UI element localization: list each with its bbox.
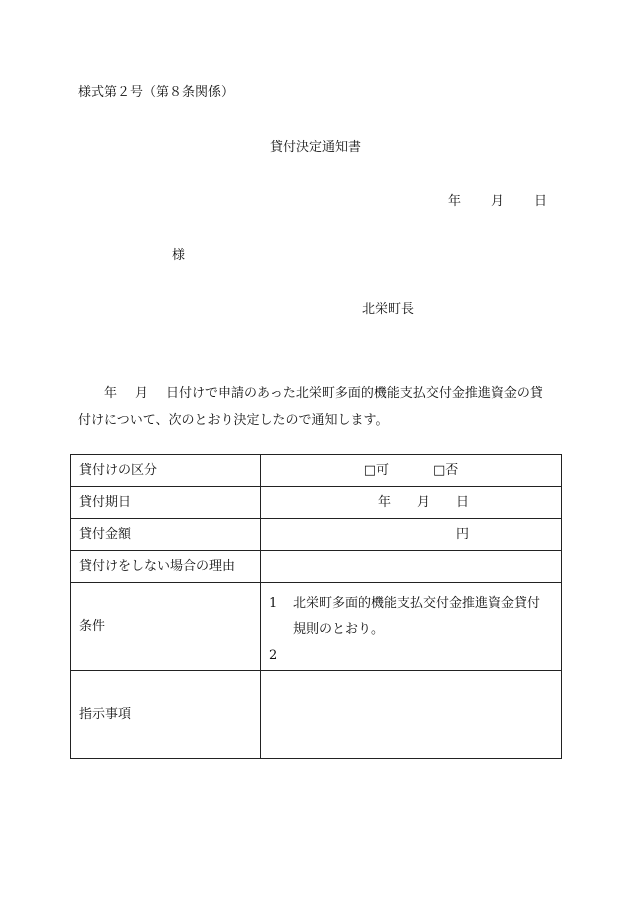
issue-date-line xyxy=(448,193,547,211)
notice-body-line-1 xyxy=(78,380,568,407)
decision-table xyxy=(70,454,562,759)
document-title: 貸付決定通知書 xyxy=(270,140,362,155)
condition-item-1-number: 1 xyxy=(269,596,278,611)
addressee-honorific: 様 xyxy=(172,248,186,263)
option-approve-checkbox[interactable]: □可 xyxy=(363,462,389,478)
reason-label: 貸付けをしない場合の理由 xyxy=(71,551,261,583)
issue-date-year: 年 xyxy=(448,194,462,209)
condition-item-1 xyxy=(269,591,553,617)
conditions-value xyxy=(261,583,562,671)
table-row-category xyxy=(71,455,562,487)
instructions-label: 指示事項 xyxy=(71,671,261,759)
notice-body-line-2: 付けについて、次のとおり決定したので通知します。 xyxy=(78,413,389,428)
category-label: 貸付けの区分 xyxy=(71,455,261,487)
notice-line-1-text: 日付けで申請のあった北栄町多面的機能支払交付金推進資金の貸 xyxy=(166,386,543,401)
condition-item-1-cont xyxy=(269,617,553,643)
category-options xyxy=(261,455,562,487)
instructions-value[interactable] xyxy=(261,671,562,759)
table-row-amount xyxy=(71,519,562,551)
issue-date-day: 日 xyxy=(534,194,548,209)
issue-date-month: 月 xyxy=(491,194,505,209)
reason-value[interactable] xyxy=(261,551,562,583)
condition-item-2 xyxy=(269,643,553,669)
period-value[interactable] xyxy=(261,487,562,519)
condition-item-1-text-cont: 規則のとおり。 xyxy=(293,622,385,637)
issuer-name: 北栄町長 xyxy=(362,302,415,317)
amount-value[interactable] xyxy=(261,519,562,551)
table-row-reason xyxy=(71,551,562,583)
condition-item-1-text: 北栄町多面的機能支払交付金推進資金貸付 xyxy=(293,596,541,611)
period-day: 日 xyxy=(455,494,469,510)
notice-month: 月 xyxy=(135,386,149,401)
condition-item-2-number: 2 xyxy=(269,648,278,663)
conditions-label: 条件 xyxy=(71,583,261,671)
notice-year: 年 xyxy=(104,386,118,401)
table-row-period xyxy=(71,487,562,519)
table-row-conditions xyxy=(71,583,562,671)
amount-label: 貸付金額 xyxy=(71,519,261,551)
form-number: 様式第２号（第８条関係） xyxy=(78,85,235,100)
notice-body xyxy=(78,380,568,434)
period-label: 貸付期日 xyxy=(71,487,261,519)
period-month: 月 xyxy=(416,494,430,510)
period-year: 年 xyxy=(377,494,391,510)
amount-unit: 円 xyxy=(455,526,469,542)
table-row-instructions xyxy=(71,671,562,759)
option-deny-checkbox[interactable]: □否 xyxy=(433,462,459,478)
